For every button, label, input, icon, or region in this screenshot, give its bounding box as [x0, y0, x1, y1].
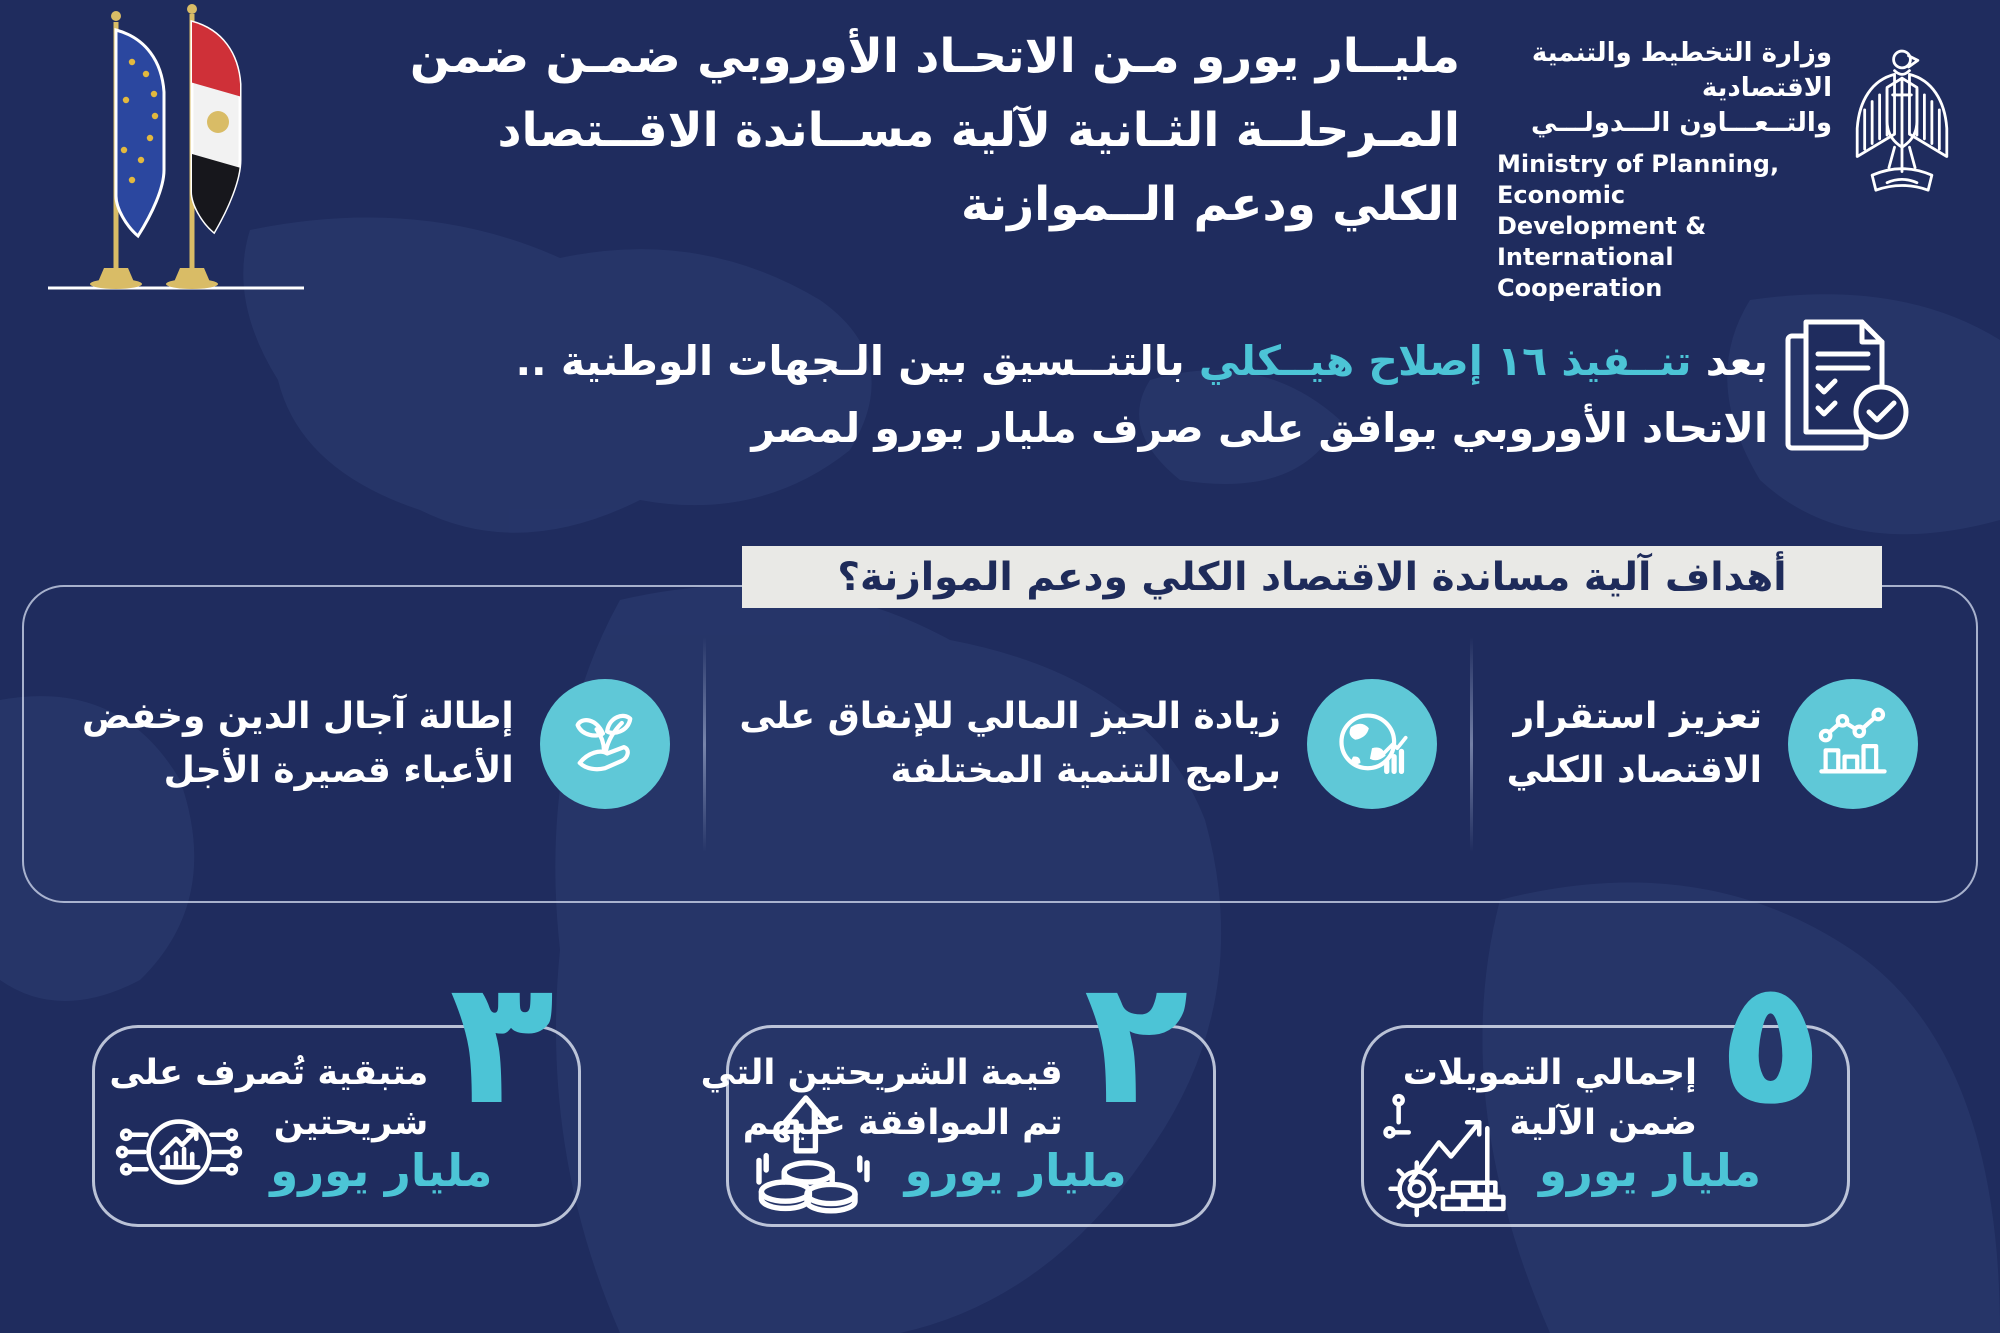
goal-label: زيادة الحيز المالي للإنفاق على برامج التنمية المختلفة: [739, 696, 1282, 791]
page-title: [230, 20, 1460, 242]
stat-value: ٢: [1083, 942, 1189, 1143]
coins-up-arrow-icon: [747, 1084, 879, 1220]
ministry-name-arabic: والتــعـــاون الـــدولـــي: [1531, 108, 1832, 138]
goal-label: تعزيز استقرار الاقتصاد الكلي: [1506, 696, 1762, 791]
goal-circle: [1788, 679, 1918, 809]
stat-card-total-financing: [1361, 942, 1850, 1227]
statement-line-1: [515, 328, 1768, 395]
ministry-name: [1497, 36, 1832, 304]
goal-circle: [540, 679, 670, 809]
egypt-eagle-emblem-icon: [1846, 36, 1958, 208]
goal-item-debt-maturity: [82, 679, 670, 809]
hand-plant-icon: [565, 704, 645, 784]
stat-label: إجمالي التمويلات ضمن الآلية: [1402, 1053, 1697, 1143]
stat-unit: مليار يورو: [270, 1144, 493, 1197]
stat-unit: مليار يورو: [904, 1144, 1127, 1197]
stat-label: قيمة الشريحتين التي تم الموافقة عليهم: [700, 1053, 1063, 1143]
stat-card-approved-tranches: [700, 942, 1215, 1227]
goals-box: [22, 585, 1978, 903]
globe-chart-icon: [1332, 704, 1412, 784]
goal-label: إطالة آجال الدين وخفض الأعباء قصيرة الأجل: [82, 696, 514, 791]
ministry-logo: [1497, 36, 1958, 304]
gear-growth-bricks-icon: [1382, 1084, 1514, 1220]
stat-value: ٥: [1718, 942, 1823, 1143]
stat-card-remaining-tranches: [92, 942, 581, 1227]
goals-section-heading: أهداف آلية مساندة الاقتصاد الكلي ودعم الموازنة؟: [742, 546, 1882, 608]
ministry-name-english: Ministry of Planning, Economic Development & International Cooperation: [1497, 150, 1780, 302]
stats-row: [92, 942, 1850, 1227]
title-line: الكلي ودعم الــموازنة: [960, 177, 1460, 232]
stat-unit: مليار يورو: [1538, 1144, 1761, 1197]
circuit-chart-icon: [113, 1084, 245, 1220]
title-line: المـرحلــة الثـانية لآلية مســاندة الاقــتصاد: [497, 103, 1460, 158]
statement-text: [515, 328, 1768, 462]
stat-value: ٣: [449, 942, 555, 1143]
bar-line-chart-icon: [1813, 704, 1893, 784]
statement-prefix: بعد: [1691, 337, 1768, 385]
ministry-name-arabic: وزارة التخطيط والتنمية الاقتصادية: [1531, 38, 1832, 103]
goal-item-macro-stability: [1507, 679, 1918, 809]
statement-suffix: بالتنــسيق بين الـجهات الوطنية ..: [515, 337, 1199, 385]
stat-label: متبقية تُصرف على شريحتين: [109, 1053, 429, 1143]
statement-line-2: الاتحاد الأوروبي يوافق على صرف مليار يورو لمصر: [751, 404, 1768, 452]
statement-highlight: تنــفيذ ١٦ إصلاح هيــكلي: [1198, 337, 1692, 385]
title-line: مليــار يورو مـن الاتحـاد الأوروبي ضمـن ضمن: [409, 29, 1460, 84]
goal-item-fiscal-space: [739, 679, 1437, 809]
goal-divider: [1470, 637, 1473, 852]
goal-divider: [703, 637, 706, 852]
document-checklist-icon: [1778, 312, 1918, 466]
goal-circle: [1307, 679, 1437, 809]
